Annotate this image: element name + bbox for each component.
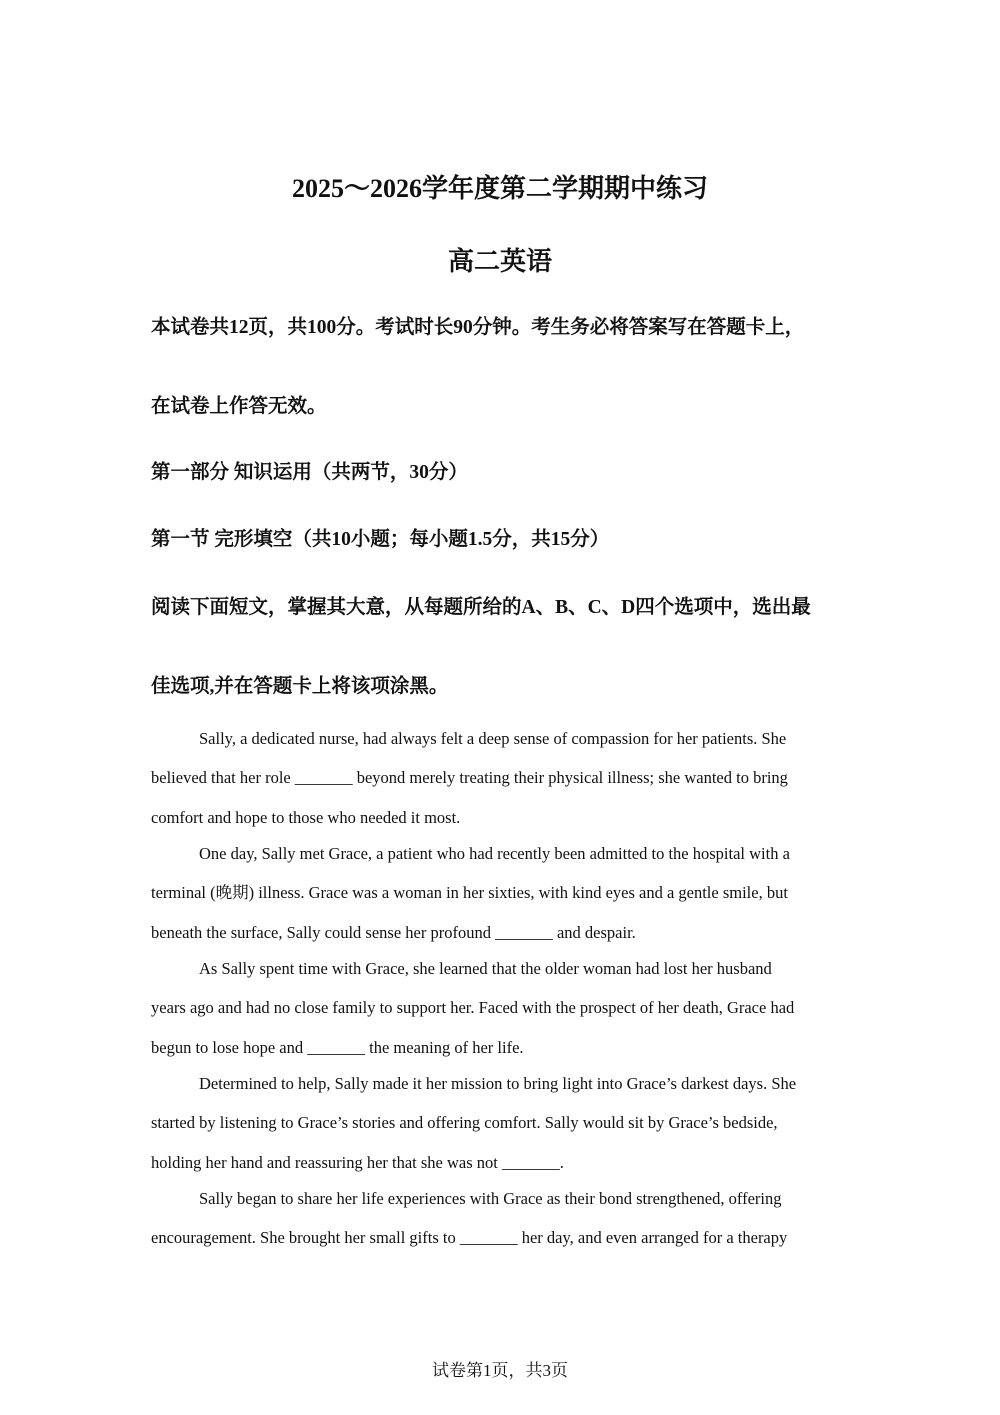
passage-line: As Sally spent time with Grace, she learned that the older woman had lost her husband <box>199 959 772 978</box>
part-heading: 第一部分 知识运用（共两节，30分） <box>151 462 468 483</box>
passage-line: Sally began to share her life experiences with Grace as their bond strengthened, offering <box>199 1189 782 1208</box>
directions-line-2: 佳选项,并在答题卡上将该项涂黑。 <box>151 676 449 697</box>
passage-line: encouragement. She brought her small gifts to _______ her day, and even arranged for a therapy <box>151 1228 788 1247</box>
passage-line: years ago and had no close family to support her. Faced with the prospect of her death, Grace had <box>151 998 795 1017</box>
passage-line: terminal (晚期) illness. Grace was a woman in her sixties, with kind eyes and a gentle smile, but <box>151 883 788 902</box>
passage-line: believed that her role _______ beyond merely treating their physical illness; she wanted to bring <box>151 768 788 787</box>
passage-line: Determined to help, Sally made it her mission to bring light into Grace’s darkest days. She <box>199 1074 797 1093</box>
directions-line-1: 阅读下面短文，掌握其大意，从每题所给的A、B、C、D四个选项中，选出最 <box>151 597 811 618</box>
passage-line: One day, Sally met Grace, a patient who had recently been admitted to the hospital with a <box>199 844 790 863</box>
passage-line: begun to lose hope and _______ the meaning of her life. <box>151 1038 524 1057</box>
notice-line-2: 在试卷上作答无效。 <box>151 396 327 417</box>
page-number: 试卷第1页，共3页 <box>432 1361 568 1380</box>
notice-line-1: 本试卷共12页，共100分。考试时长90分钟。考生务必将答案写在答题卡上， <box>151 317 805 338</box>
passage-line: holding her hand and reassuring her that she was not _______. <box>151 1153 564 1172</box>
passage-line: comfort and hope to those who needed it most. <box>151 808 461 827</box>
passage-line: started by listening to Grace’s stories and offering comfort. Sally would sit by Grace’s bedside, <box>151 1113 778 1132</box>
passage-line: beneath the surface, Sally could sense her profound _______ and despair. <box>151 923 636 942</box>
section-heading: 第一节 完形填空（共10小题；每小题1.5分，共15分） <box>151 529 610 550</box>
exam-subject: 高二英语 <box>447 247 552 276</box>
passage-line: Sally, a dedicated nurse, had always felt a deep sense of compassion for her patients. She <box>199 729 787 748</box>
exam-title: 2025～2026学年度第二学期期中练习 <box>291 174 708 203</box>
